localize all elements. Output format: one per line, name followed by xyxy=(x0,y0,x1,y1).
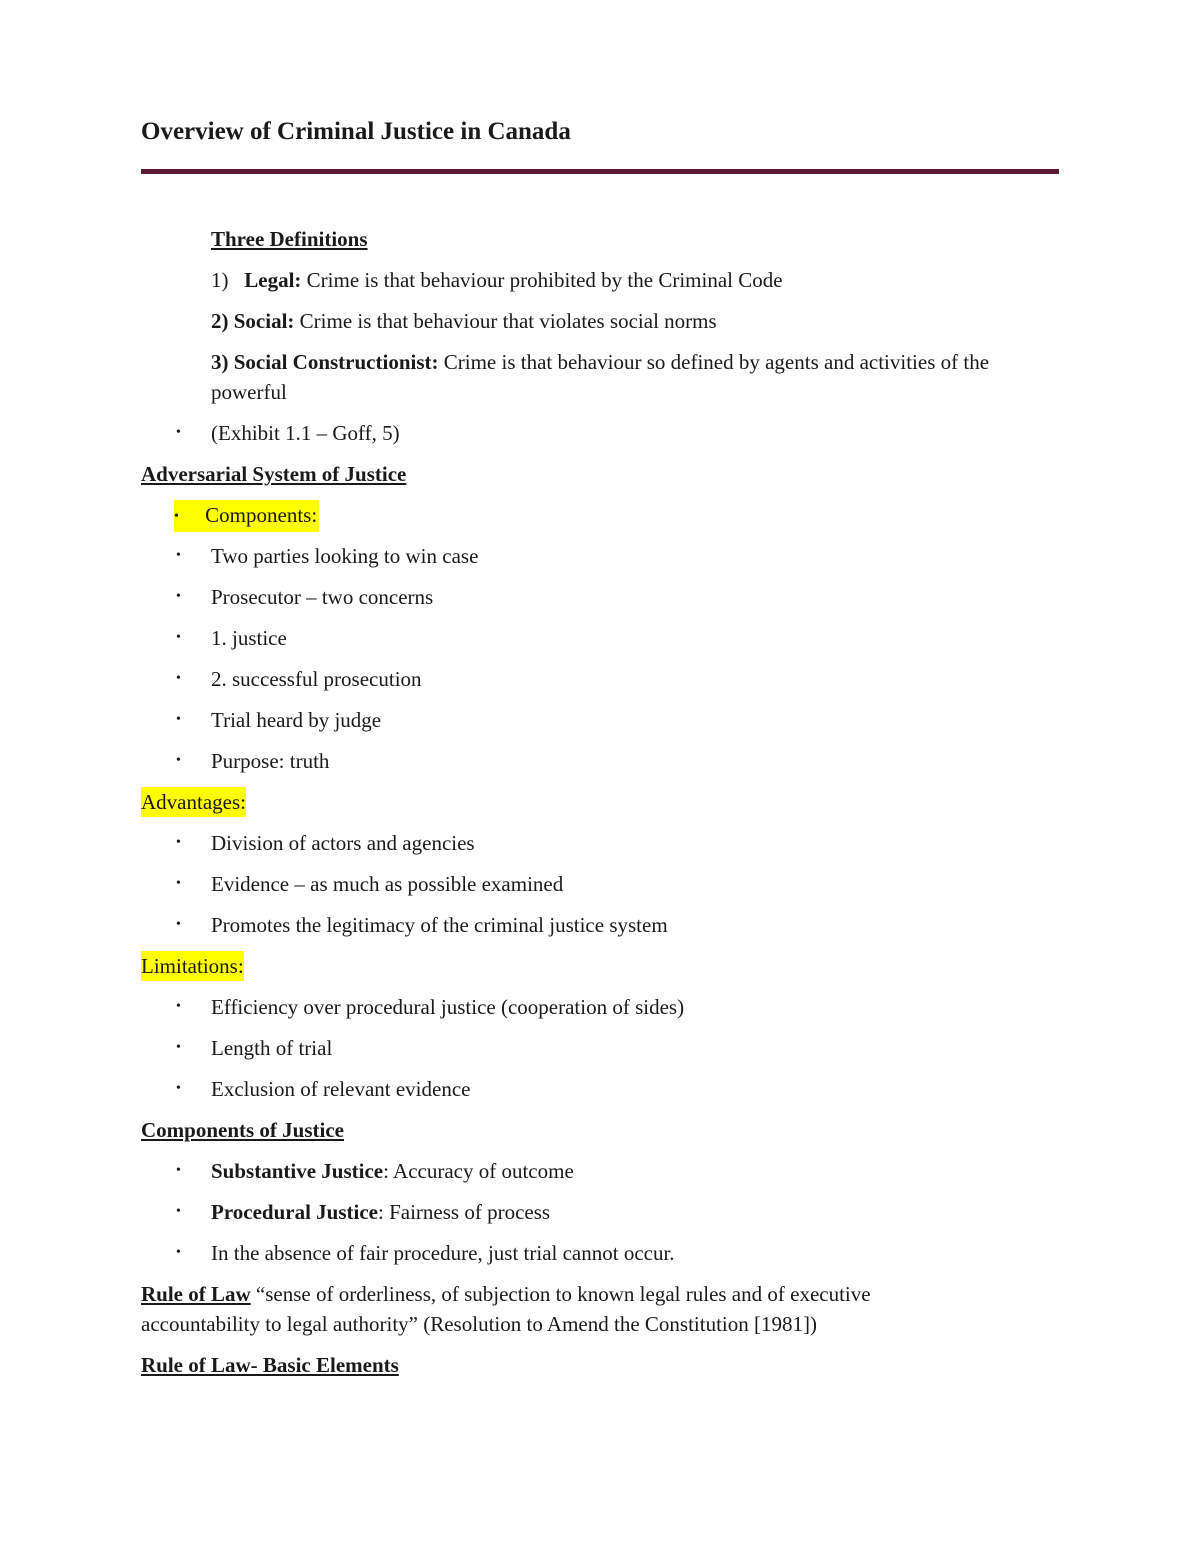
bullet-icon: • xyxy=(176,1245,181,1260)
definitions-heading: Three Definitions xyxy=(211,227,368,251)
rule-of-law-basic-elements-heading: Rule of Law- Basic Elements xyxy=(141,1353,399,1377)
rule-of-law-quote: “sense of orderliness, of subjection to known legal rules and of executive xyxy=(250,1282,871,1306)
list-item: Trial heard by judge xyxy=(211,708,382,732)
document-title: Overview of Criminal Justice in Canada xyxy=(141,118,571,145)
bullet-icon: • xyxy=(176,589,181,604)
definition-number: 1) xyxy=(211,268,229,292)
components-highlight xyxy=(174,500,319,532)
advantages-label: Advantages: xyxy=(141,787,246,817)
rule-of-law-term: Rule of Law xyxy=(141,1282,251,1306)
definition-term: Social: xyxy=(233,309,295,333)
bullet-icon: • xyxy=(176,630,181,645)
list-item xyxy=(211,1156,574,1186)
list-item: Exclusion of relevant evidence xyxy=(211,1077,471,1101)
definition-number: 2) xyxy=(211,309,229,333)
list-item: 2. successful prosecution xyxy=(211,667,422,691)
bullet-icon: • xyxy=(176,671,181,686)
list-item xyxy=(211,1197,550,1227)
definition-social-constructionist xyxy=(211,347,1061,407)
bullet-icon: • xyxy=(176,1081,181,1096)
bullet-icon: • xyxy=(176,753,181,768)
justice-text: : Fairness of process xyxy=(378,1200,551,1224)
title-divider xyxy=(141,169,1059,174)
bullet-icon: • xyxy=(176,1163,181,1178)
components-of-justice-heading: Components of Justice xyxy=(141,1118,344,1142)
justice-term: Procedural Justice xyxy=(211,1200,378,1224)
list-item: In the absence of fair procedure, just trial cannot occur. xyxy=(211,1241,675,1265)
adversarial-heading: Adversarial System of Justice xyxy=(141,462,407,486)
definition-term: Legal: xyxy=(244,268,302,292)
bullet-icon: • xyxy=(176,425,181,440)
exhibit-reference: (Exhibit 1.1 – Goff, 5) xyxy=(211,421,400,445)
list-item: Purpose: truth xyxy=(211,749,330,773)
list-item: Evidence – as much as possible examined xyxy=(211,872,564,896)
components-label: Components: xyxy=(205,503,318,527)
definition-social xyxy=(211,306,717,336)
rule-of-law-line-2: accountability to legal authority” (Resolution to Amend the Constitution [1981]) xyxy=(141,1312,817,1336)
bullet-icon: • xyxy=(176,1204,181,1219)
list-item: Two parties looking to win case xyxy=(211,544,479,568)
definition-text: Crime is that behaviour that violates social norms xyxy=(294,309,717,333)
bullet-icon: • xyxy=(176,1040,181,1055)
justice-term: Substantive Justice xyxy=(211,1159,384,1183)
bullet-icon: • xyxy=(176,917,181,932)
list-item: Division of actors and agencies xyxy=(211,831,475,855)
definition-number: 3) xyxy=(211,350,229,374)
rule-of-law-line-1 xyxy=(141,1279,871,1309)
list-item: Promotes the legitimacy of the criminal justice system xyxy=(211,913,668,937)
bullet-icon: • xyxy=(176,835,181,850)
list-item: Efficiency over procedural justice (cooperation of sides) xyxy=(211,995,685,1019)
bullet-icon: • xyxy=(176,712,181,727)
bullet-icon: • xyxy=(176,876,181,891)
bullet-icon: • xyxy=(176,999,181,1014)
bullet-icon: • xyxy=(176,548,181,563)
definition-text: Crime is that behaviour so defined by agents and activities of the powerful xyxy=(211,350,990,404)
definition-legal xyxy=(211,265,783,295)
definition-term: Social Constructionist: xyxy=(233,350,439,374)
bullet-icon: • xyxy=(174,509,179,524)
list-item: Prosecutor – two concerns xyxy=(211,585,434,609)
list-item: Length of trial xyxy=(211,1036,333,1060)
definition-text: Crime is that behaviour prohibited by the Criminal Code xyxy=(301,268,783,292)
limitations-label: Limitations: xyxy=(141,951,244,981)
list-item: 1. justice xyxy=(211,626,287,650)
justice-text: : Accuracy of outcome xyxy=(383,1159,574,1183)
